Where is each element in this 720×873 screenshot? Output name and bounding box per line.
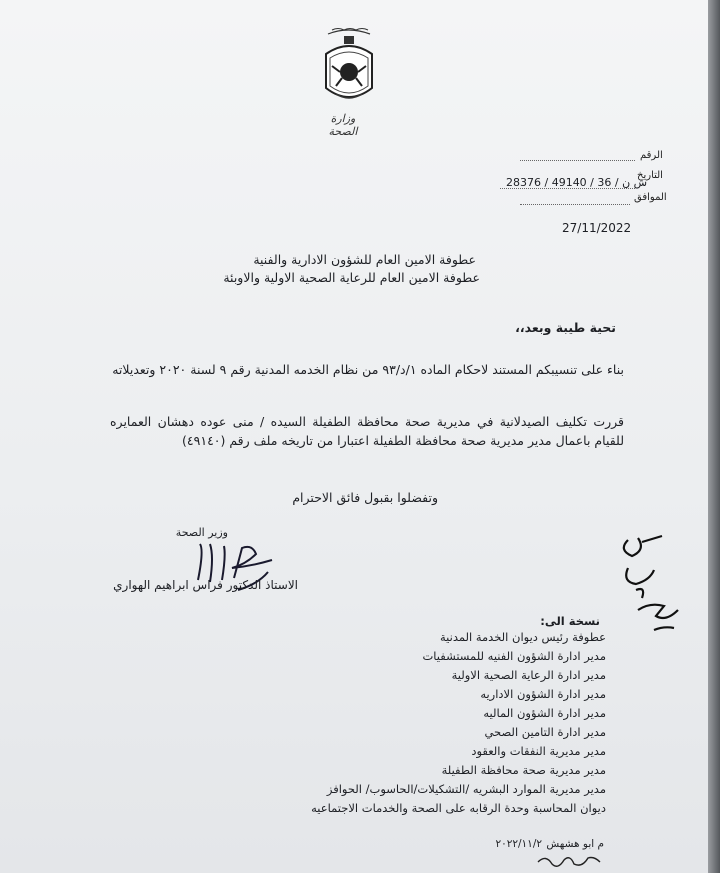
ref-label: الرقم <box>640 150 663 161</box>
ref-line <box>520 160 635 161</box>
footer-date: ٢٠٢٢/١١/٢ <box>495 838 542 850</box>
addressee-1: عطوفة الامين العام للشؤون الادارية والفنية <box>253 252 476 267</box>
ministry-name: وزارة الصحة <box>328 112 358 138</box>
correspond-line <box>520 204 630 205</box>
copy-recipient: مدير مديرية الموارد البشريه /التشكيلات/الحاسوب/ الحوافز <box>326 782 606 796</box>
copy-recipient: مدير ادارة الشؤون الماليه <box>483 706 606 720</box>
copy-recipient: مدير ادارة الرعاية الصحية الاولية <box>451 668 606 682</box>
reference-number: 28376 / 49140 / 36 / ش ن <box>506 176 648 189</box>
footer-initials: م ابو هشهش <box>546 838 604 850</box>
copies-label: نسخة الى: <box>540 614 600 628</box>
signatory-name: الاستاذ الدكتور فراس ابراهيم الهواري <box>113 578 298 592</box>
copy-recipient: مدير ادارة الشؤون الفنيه للمستشفيات <box>422 649 606 663</box>
paragraph-basis: بناء على تنسيبكم المستند لاحكام الماده ١/د/٩٣ من نظام الخدمه المدنية رقم ٩ لسنة ٢٠٢٠ وتعديلاته <box>112 362 624 377</box>
copy-recipient: مدير ادارة الشؤون الاداريه <box>480 687 606 701</box>
paragraph-decision: قررت تكليف الصيدلانية في مديرية صحة محافظة الطفيلة السيده / منى عوده دهشان العمايره للقيام باعمال مدير مديرية صحة محافظة الطفيلة اعتبارا من تاريخه ملف رقم (٤٩١٤٠) <box>110 414 624 449</box>
copy-recipient: ديوان المحاسبة وحدة الرقابه على الصحة والخدمات الاجتماعيه <box>311 801 606 815</box>
closing: وتفضلوا بقبول فائق الاحترام <box>292 490 438 505</box>
signatory-title: وزير الصحة <box>175 526 228 539</box>
correspond-label: الموافق <box>634 192 667 203</box>
document-date: 27/11/2022 <box>562 221 632 235</box>
addressee-2: عطوفة الامين العام للرعاية الصحية الاولية والاوبئة <box>223 270 480 285</box>
copy-recipient: مدير مديرية صحة محافظة الطفيلة <box>441 763 606 777</box>
margin-handwriting <box>598 520 698 650</box>
copy-recipient: عطوفة رئيس ديوان الخدمة المدنية <box>439 630 606 644</box>
date-label: التاريخ <box>637 170 663 181</box>
page-edge-shadow <box>708 0 720 873</box>
footer-scribble <box>534 852 604 870</box>
copy-recipient: مدير ادارة التامين الصحي <box>484 725 606 739</box>
copy-recipient: مدير مديرية النفقات والعقود <box>471 744 606 758</box>
greeting: تحية طيبة وبعد،، <box>515 320 616 335</box>
